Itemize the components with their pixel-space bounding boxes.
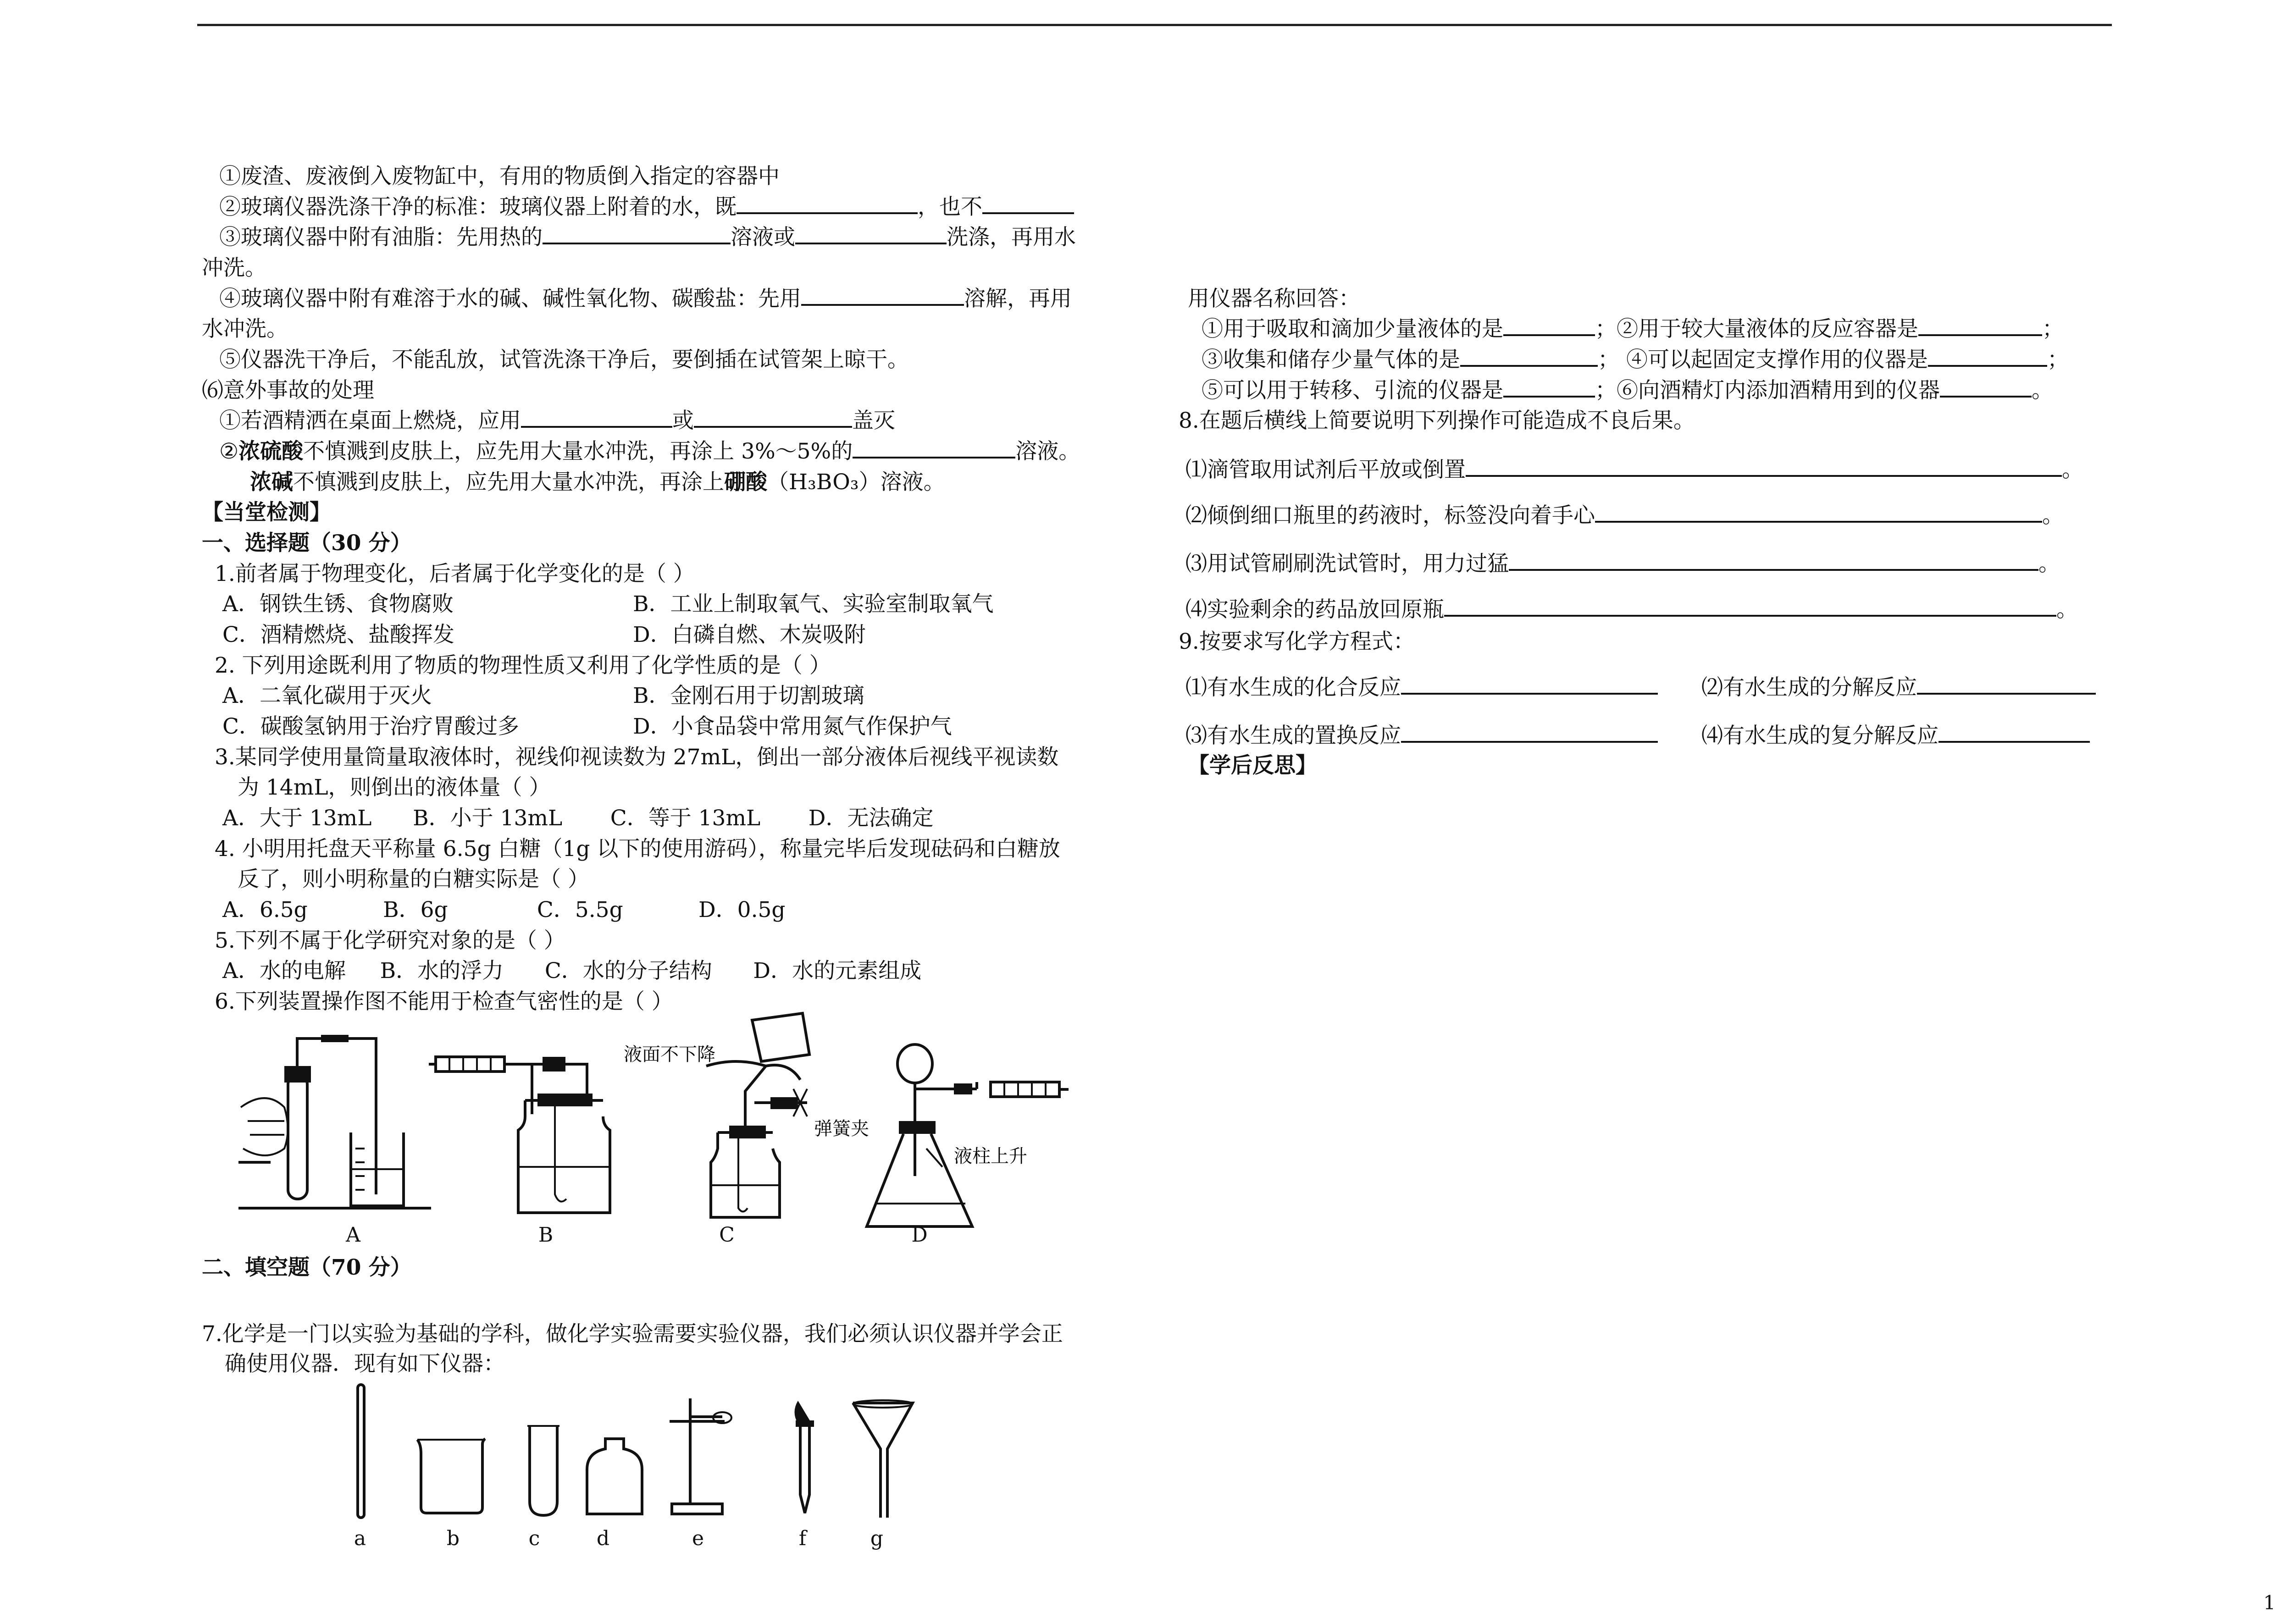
question-4: 4. 小明用托盘天平称量 6.5g 白糖（1g 以下的使用游码），称量完毕后发现砝码和白糖放 [215,836,1060,862]
text-span: ①用于吸取和滴加少量液体的是 [1202,316,1503,342]
instrument-label-b: b [446,1527,460,1550]
apparatus-b [429,1057,610,1213]
instrument-label-a: a [354,1527,366,1550]
instrument-label-d: d [596,1527,610,1550]
page-number: 1 [2263,1591,2276,1614]
question-4-cont: 反了，则小明称量的白糖实际是（ ） [238,867,589,892]
text-line: 水冲洗。 [202,316,288,342]
text-line [1185,502,2064,530]
answer-blank[interactable] [1444,597,2056,617]
text-span: 。 [2062,457,2083,482]
option-b: B．金刚石用于切割玻璃 [633,683,864,708]
text-span-bold: 硼酸 [724,470,767,495]
text-span: 。 [2032,378,2053,403]
dropper [795,1401,814,1513]
question-1: 1.前者属于物理变化，后者属于化学变化的是（ ） [215,561,695,586]
figure-label-a: A [346,1223,360,1247]
text-span: 。 [2056,597,2078,622]
section-heading: 二、填空题（70 分） [202,1255,412,1280]
text-span: ； [2042,316,2064,342]
text-span: 。 [2038,551,2060,576]
instrument-label-g: g [870,1527,884,1550]
text-span: ； [2047,347,2069,372]
note-liquid-column-rise: 液柱上升 [954,1146,1027,1167]
text-line [1185,722,1658,750]
instruments-figure [339,1380,936,1522]
text-span: ；②用于较大量液体的反应容器是 [1595,316,1918,342]
option-d: D．白磷自燃、木炭吸附 [633,622,866,647]
option-b: B．工业上制取氧气、实验室制取氧气 [633,591,994,617]
beaker [417,1439,485,1513]
text-span: 不慎溅到皮肤上，应先用大量水冲洗，再涂上 3%～5%的 [303,439,853,464]
option-a: A．二氧化碳用于灭火 [222,683,432,708]
text-line: ①废渣、废液倒入废物缸中，有用的物质倒入指定的容器中 [219,164,780,189]
answer-blank[interactable] [1503,377,1595,398]
text-span-bold: 浓硫酸 [238,439,304,464]
text-span-bold: 浓碱 [250,470,293,495]
answer-blank[interactable] [1466,457,2062,477]
question-8: 8.在题后横线上简要说明下列操作可能造成不良后果。 [1179,408,1695,433]
answer-blank[interactable] [1460,347,1598,367]
section-heading: 【学后反思】 [1188,753,1317,778]
iron-stand [670,1398,731,1514]
question-3: 3.某同学使用量筒量取液体时，视线仰视读数为 27mL，倒出一部分液体后视线平视读数 [215,745,1059,770]
answer-blank[interactable] [1509,551,2038,571]
text-line: 用仪器名称回答： [1188,286,1360,311]
answer-blank[interactable] [1939,723,2090,743]
answer-blank[interactable] [853,438,1015,458]
text-line: ⑤仪器洗干净后，不能乱放，试管洗涤干净后，要倒插在试管架上晾干。 [219,347,909,372]
apparatus-d [867,1044,1069,1226]
option-d: D．小食品袋中常用氮气作保护气 [633,714,952,739]
text-span: ，也不 [918,194,982,220]
answer-blank[interactable] [1917,674,2096,695]
answer-blank[interactable] [1928,347,2047,367]
test-tube [527,1426,559,1515]
text-span: ⑷有水生成的复分解反应 [1701,723,1939,748]
text-line [1185,674,1658,702]
text-span: 溶液或 [731,225,795,250]
text-line: ⑹意外事故的处理 [202,378,374,403]
text-span: ⑤可以用于转移、引流的仪器是 [1202,378,1503,403]
answer-blank[interactable] [1595,503,2042,523]
answer-blank[interactable] [1401,674,1658,695]
option-a: A．钢铁生锈、食物腐败 [222,591,454,617]
text-line [1701,674,2096,702]
text-span: ⑶有水生成的置换反应 [1185,723,1401,748]
text-line [1202,315,2064,343]
text-span: ； ④可以起固定支撑作用的仪器是 [1598,347,1928,372]
answer-blank[interactable] [694,408,852,428]
text-span: ② [219,439,239,464]
question-5-options: A．水的电解 B．水的浮力 C．水的分子结构 D．水的元素组成 [222,958,922,983]
text-line [219,285,1072,313]
question-9: 9.按要求写化学方程式： [1179,629,1415,654]
text-line [1185,596,2078,624]
instrument-label-c: c [528,1527,540,1550]
text-span: ⑷实验剩余的药品放回原瓶 [1185,597,1444,622]
instrument-label-e: e [692,1527,704,1550]
note-liquid-not-drop: 液面不下降 [624,1044,715,1065]
text-span: ③玻璃仪器中附有油脂：先用热的 [219,225,543,250]
text-span: 或 [672,408,694,433]
question-7-cont: 确使用仪器．现有如下仪器： [225,1351,505,1376]
text-line [219,438,1080,465]
figure-label-c: C [719,1223,735,1247]
answer-blank[interactable] [1503,316,1595,336]
question-6: 6.下列装置操作图不能用于检查气密性的是（ ） [215,989,673,1014]
text-span: ④玻璃仪器中附有难溶于水的碱、碱性氧化物、碳酸盐：先用 [219,286,801,311]
text-line [219,193,1074,221]
instrument-label-f: f [798,1527,807,1550]
text-span: 洗涤，再用水 [947,225,1076,250]
text-span: ；⑥向酒精灯内添加酒精用到的仪器 [1595,378,1940,403]
text-span: ①若酒精洒在桌面上燃烧，应用 [219,408,521,433]
text-span: 盖灭 [852,408,895,433]
header-rule [197,24,2112,26]
answer-blank[interactable] [521,408,672,428]
answer-blank[interactable] [543,224,731,244]
glass-rod [358,1385,364,1518]
text-line [1185,456,2083,484]
text-span: ⑶用试管刷刷洗试管时，用力过猛 [1185,551,1509,576]
text-span: ③收集和储存少量气体的是 [1202,347,1460,372]
answer-blank[interactable] [982,194,1074,214]
text-span: ⑵倾倒细口瓶里的药液时，标签没向着手心 [1185,503,1595,528]
gas-jar [587,1439,642,1514]
text-span: 溶解，再用 [964,286,1072,311]
answer-blank[interactable] [737,194,918,214]
apparatus-c [706,1013,809,1217]
figure-label-d: D [911,1223,928,1247]
text-span: ⑴滴管取用试剂后平放或倒置 [1185,457,1466,482]
answer-blank[interactable] [1940,377,2032,398]
text-span: 。 [2042,503,2064,528]
question-3-options: A．大于 13mL B．小于 13mL C．等于 13mL D．无法确定 [222,806,934,831]
text-line [219,224,1076,251]
question-7: 7.化学是一门以实验为基础的学科，做化学实验需要实验仪器，我们必须认识仪器并学会正 [202,1321,1063,1347]
question-2: 2. 下列用途既利用了物质的物理性质又利用了化学性质的是（ ） [215,653,831,678]
text-line [219,407,895,435]
answer-blank[interactable] [1401,723,1658,743]
text-line [250,469,945,496]
text-line: 冲洗。 [202,255,266,281]
text-span: ⑴有水生成的化合反应 [1185,675,1401,700]
text-span: ②玻璃仪器洗涤干净的标准：玻璃仪器上附着的水，既 [219,194,737,220]
text-line [1185,550,2060,578]
answer-blank[interactable] [801,286,964,306]
text-span: 溶液。 [1015,439,1080,464]
funnel [853,1400,913,1518]
apparatus-a [238,1035,431,1208]
text-line [1701,722,2090,750]
question-4-options: A．6.5g B．6g C．5.5g D．0.5g [222,897,786,922]
text-line [1202,377,2053,404]
text-span: ⑵有水生成的分解反应 [1701,675,1917,700]
answer-blank[interactable] [1918,316,2042,336]
note-spring-clip: 弹簧夹 [814,1118,869,1139]
airtightness-figure [238,1011,1119,1268]
option-c: C．碳酸氢钠用于治疗胃酸过多 [222,714,519,739]
answer-blank[interactable] [795,224,947,244]
text-line [1202,346,2069,374]
section-heading: 【当堂检测】 [202,500,331,525]
text-span: （H₃BO₃）溶液。 [767,470,945,495]
section-heading: 一、选择题（30 分） [202,530,412,556]
option-c: C．酒精燃烧、盐酸挥发 [222,622,454,647]
figure-label-b: B [538,1223,554,1247]
question-5: 5.下列不属于化学研究对象的是（ ） [215,928,565,953]
question-3-cont: 为 14mL，则倒出的液体量（ ） [238,775,551,800]
text-span: 不慎溅到皮肤上，应先用大量水冲洗，再涂上 [293,470,724,495]
